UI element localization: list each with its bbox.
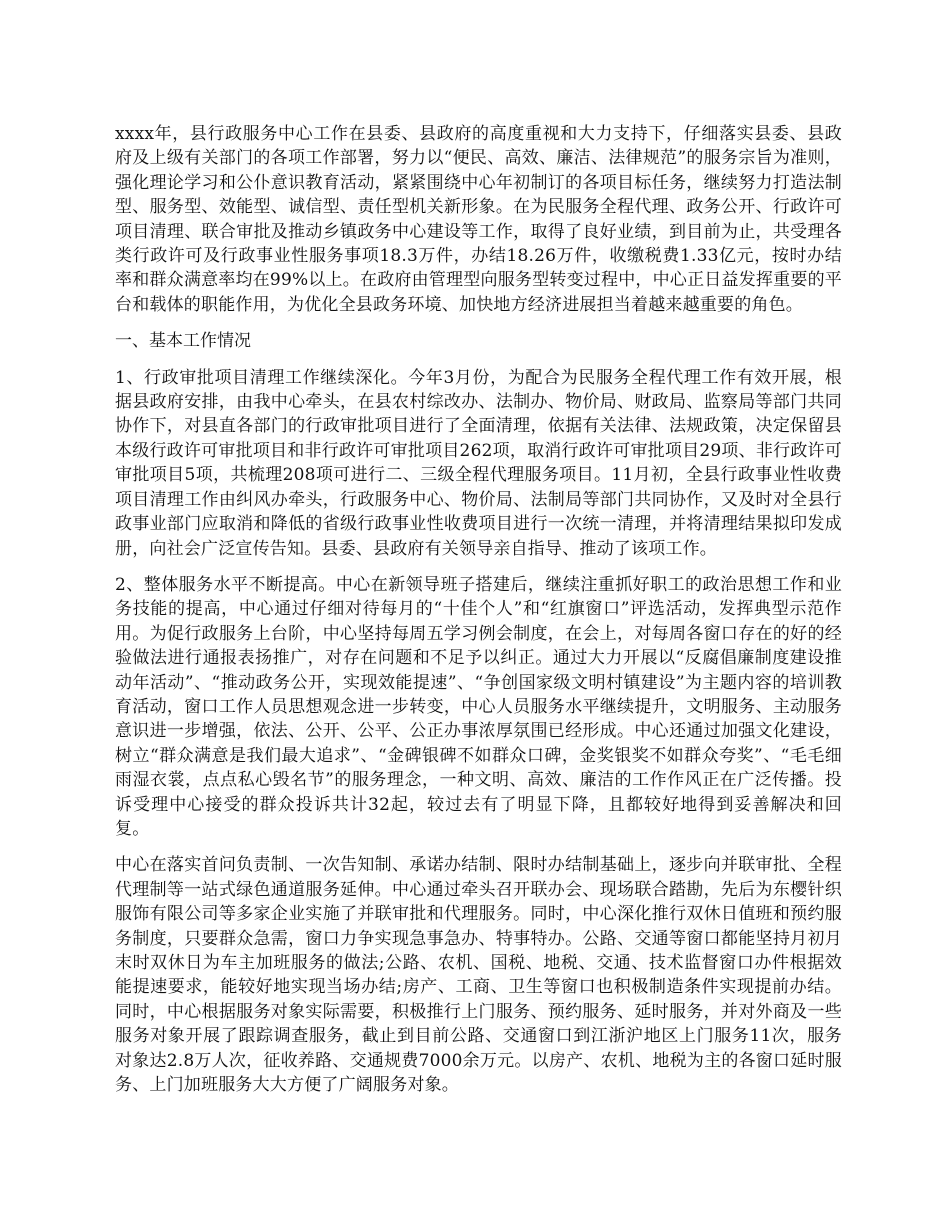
item1-paragraph: 1、行政审批项目清理工作继续深化。今年3月份，为配合为民服务全程代理工作有效开展，根据县政府安排，由我中心牵头，在县农村综改办、法制办、物价局、财政局、监察局等部门共同协作下，对县直各部门的行政审批项目进行了全面清理，依据有关法律、法规政策，决定保留县本级行政许可审批项目和非行政许可审批项目262项，取消行政许可审批项目29项、非行政许可审批项目5项，共梳理208项可进行二、三级全程代理服务项目。11月初，全县行政事业性收费项目清理工作由纠风办牵头，行政服务中心、物价局、法制局等部门共同协作，又及时对全县行政事业部门应取消和降低的省级行政事业性收费项目进行一次统一清理，并将清理结果拟印发成册，向社会广泛宣传告知。县委、县政府有关领导亲自指导、推动了该项工作。	[115, 367, 842, 559]
item2-paragraph: 2、整体服务水平不断提高。中心在新领导班子搭建后，继续注重抓好职工的政治思想工作和业务技能的提高，中心通过仔细对待每月的“十佳个人”和“红旗窗口”评选活动，发挥典型示范作用。为促行政服务上台阶，中心坚持每周五学习例会制度，在会上，对每周各窗口存在的好的经验做法进行通报表扬推广，对存在问题和不足予以纠正。通过大力开展以“反腐倡廉制度建设推动年活动”、“推动政务公开，实现效能提速”、“争创国家级文明村镇建设”为主题内容的培训教育活动，窗口工作人员思想观念进一步转变，中心人员服务水平继续提升，文明服务、主动服务意识进一步增强，依法、公开、公平、公正办事浓厚氛围已经形成。中心还通过加强文化建设，树立“群众满意是我们最大追求”、“金碑银碑不如群众口碑，金奖银奖不如群众夸奖”、“毛毛细雨湿衣裳，点点私心毁名节”的服务理念，一种文明、高效、廉洁的工作作风正在广泛传播。投诉受理中心接受的群众投诉共计32起，较过去有了明显下降，且都较好地得到妥善解决和回复。	[115, 574, 842, 839]
service-paragraph: 中心在落实首问负责制、一次告知制、承诺办结制、限时办结制基础上，逐步向并联审批、全程代理制等一站式绿色通道服务延伸。中心通过牵头召开联办会、现场联合踏勘，先后为东樱针织服饰有限公司等多家企业实施了并联审批和代理服务。同时，中心深化推行双休日值班和预约服务制度，只要群众急需，窗口力争实现急事急办、特事特办。公路、交通等窗口都能坚持月初月末时双休日为车主加班服务的做法;公路、农机、国税、地税、交通、技术监督窗口办件根据效能提速要求，能较好地实现当场办结;房产、工商、卫生等窗口也积极制造条件实现提前办结。同时，中心根据服务对象实际需要，积极推行上门服务、预约服务、延时服务，并对外商及一些服务对象开展了跟踪调查服务，截止到目前公路、交通窗口到江浙沪地区上门服务11次，服务对象达2.8万人次，征收养路、交通规费7000余万元。以房产、农机、地税为主的各窗口延时服务、上门加班服务大大方便了广阔服务对象。	[115, 855, 842, 1096]
document-body	[115, 122, 842, 1109]
section-heading: 一、基本工作情况	[115, 331, 251, 352]
intro-paragraph: xxxx年，县行政服务中心工作在县委、县政府的高度重视和大力支持下，仔细落实县委、县政府及上级有关部门的各项工作部署，努力以“便民、高效、廉洁、法律规范”的服务宗旨为准则，强化理论学习和公仆意识教育活动，紧紧围绕中心年初制订的各项目标任务，继续努力打造法制型、服务型、效能型、诚信型、责任型机关新形象。在为民服务全程代理、政务公开、行政许可项目清理、联合审批及推动乡镇政务中心建设等工作，取得了良好业绩，到目前为止，共受理各类行政许可及行政事业性服务事项18.3万件，办结18.26万件，收缴税费1.33亿元，按时办结率和群众满意率均在99%以上。在政府由管理型向服务型转变过程中，中心正日益发挥重要的平台和载体的职能作用，为优化全县政务环境、加快地方经济进展担当着越来越重要的角色。	[115, 124, 842, 315]
